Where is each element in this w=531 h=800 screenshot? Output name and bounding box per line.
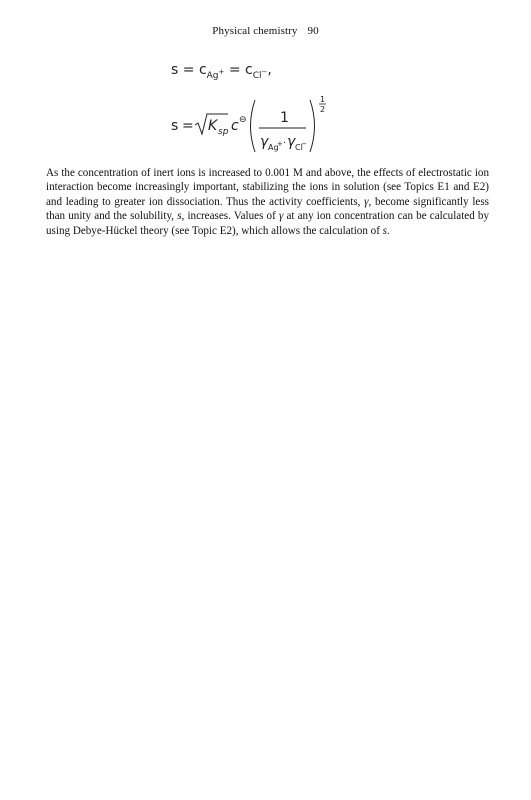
exponent-numerator: 1 xyxy=(320,95,326,104)
para-text-3: , increases. Values of xyxy=(181,210,279,223)
eq2-gamma-ag: γ xyxy=(260,134,269,150)
eq2-numerator: 1 xyxy=(280,110,289,126)
eq2-c: c xyxy=(231,118,239,134)
body-paragraph xyxy=(46,166,489,238)
eq2-equals: = xyxy=(182,118,194,134)
eq2-gamma-ag-sub: Ag xyxy=(268,143,279,152)
para-gamma: γ xyxy=(364,195,369,208)
eq1-cl-charge: − xyxy=(261,67,268,76)
right-paren xyxy=(310,100,315,152)
para-gamma-2: γ xyxy=(278,210,284,223)
eq1-equals-2: = xyxy=(228,62,241,78)
para-s-2: s xyxy=(382,224,387,237)
para-text-5: . xyxy=(387,224,390,237)
para-text-1: As the concentration of inert ions is increased to 0.001 M and above, the effects of electrostatic ion interaction become increasingly important, stabilizing the ions in solution (see Topics E1 and E2) and leading to greater ion dissociation. Thus the activity coefficients, xyxy=(46,167,489,208)
eq1-c-ag: c xyxy=(198,62,207,78)
svg-text:·: · xyxy=(283,138,287,149)
running-head-title: Physical chemistry xyxy=(212,25,298,37)
eq1-comma: , xyxy=(267,62,272,78)
eq2-gamma-cl-sub: Cl xyxy=(295,143,303,152)
para-s: s xyxy=(177,210,182,223)
running-head xyxy=(0,25,531,37)
eq1-s: s xyxy=(171,62,179,78)
eq2-s: s xyxy=(171,118,179,134)
eq2-gamma-cl: γ xyxy=(287,134,296,150)
eq1-ag-charge: + xyxy=(218,67,225,76)
para-text-2: , become significantly less than unity and the solubility, xyxy=(46,195,489,223)
eq1-equals: = xyxy=(182,62,195,78)
exponent-denominator: 2 xyxy=(320,105,326,114)
equation-solubility-activity xyxy=(167,92,327,154)
eq2-k-sub: sp xyxy=(218,127,229,137)
eq2-standard-symbol: ⊖ xyxy=(239,115,247,125)
eq2-gamma-cl-charge: − xyxy=(301,140,307,148)
para-text-4: at any ion concentration can be calculated by using Debye-Hückel theory (see Topic E2), which allows the calculation of xyxy=(46,210,489,237)
eq1-ag-sub: Ag xyxy=(206,70,219,81)
equation-solubility-concentration xyxy=(171,62,272,81)
eq2-k: K xyxy=(208,118,218,134)
eq2-gamma-ag-charge: + xyxy=(277,140,283,148)
left-paren xyxy=(251,100,256,152)
eq1-cl-sub: Cl xyxy=(252,70,262,81)
eq1-c-cl: c xyxy=(245,62,253,78)
page-number: 90 xyxy=(307,25,319,37)
